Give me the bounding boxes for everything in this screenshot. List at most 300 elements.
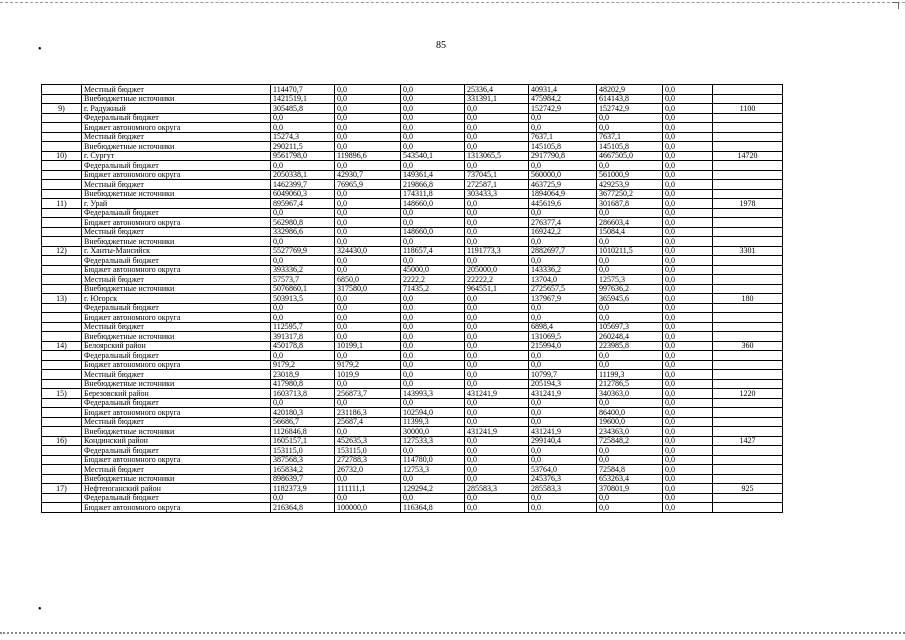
value-cell: 463725,9 (529, 180, 597, 190)
table-row (42, 142, 783, 152)
table-row (42, 322, 783, 332)
value-cell: 964551,1 (465, 284, 529, 294)
value-cell: 0,0 (465, 503, 529, 513)
row-number-cell (42, 332, 82, 342)
value-cell: 0,0 (465, 256, 529, 266)
value-cell: 216364,8 (271, 503, 335, 513)
value-cell: 0,0 (401, 294, 465, 304)
value-cell: 0,0 (663, 389, 713, 399)
value-cell: 9179,2 (335, 360, 401, 370)
value-cell: 0,0 (663, 170, 713, 180)
value-cell: 1605157,1 (271, 436, 335, 446)
capacity-cell (713, 360, 783, 370)
value-cell: 0,0 (401, 446, 465, 456)
value-cell: 305485,8 (271, 104, 335, 114)
row-number-cell: 9) (42, 104, 82, 114)
capacity-cell: 1427 (713, 436, 783, 446)
value-cell: 0,0 (335, 94, 401, 104)
capacity-cell (713, 427, 783, 437)
value-cell: 0,0 (465, 294, 529, 304)
value-cell: 7637,1 (529, 132, 597, 142)
value-cell: 6898,4 (529, 322, 597, 332)
value-cell: 10199,1 (335, 341, 401, 351)
value-cell: 1019,9 (335, 370, 401, 380)
value-cell: 86400,0 (597, 408, 663, 418)
table-row (42, 341, 783, 351)
value-cell: 0,0 (663, 123, 713, 133)
value-cell: 0,0 (597, 446, 663, 456)
value-cell: 0,0 (335, 132, 401, 142)
capacity-cell (713, 189, 783, 199)
table-row (42, 465, 783, 475)
value-cell: 0,0 (597, 237, 663, 247)
value-cell: 7637,1 (597, 132, 663, 142)
value-cell: 0,0 (663, 417, 713, 427)
value-cell: 317580,0 (335, 284, 401, 294)
value-cell: 0,0 (597, 161, 663, 171)
value-cell: 0,0 (401, 256, 465, 266)
value-cell: 285583,3 (465, 484, 529, 494)
row-label-cell: Внебюджетные источники (82, 284, 271, 294)
value-cell: 114780,0 (401, 455, 465, 465)
value-cell: 0,0 (271, 303, 335, 313)
value-cell: 0,0 (465, 474, 529, 484)
capacity-cell (713, 113, 783, 123)
value-cell: 420180,3 (271, 408, 335, 418)
value-cell: 0,0 (663, 408, 713, 418)
value-cell: 0,0 (401, 370, 465, 380)
value-cell: 0,0 (271, 256, 335, 266)
value-cell: 9179,2 (271, 360, 335, 370)
row-number-cell: 16) (42, 436, 82, 446)
row-number-cell (42, 398, 82, 408)
value-cell: 0,0 (271, 237, 335, 247)
table-row (42, 455, 783, 465)
value-cell: 324430,0 (335, 246, 401, 256)
table-row (42, 170, 783, 180)
value-cell: 72584,8 (597, 465, 663, 475)
value-cell: 286603,4 (597, 218, 663, 228)
value-cell: 153115,0 (335, 446, 401, 456)
capacity-cell (713, 408, 783, 418)
value-cell: 895967,4 (271, 199, 335, 209)
value-cell: 0,0 (271, 493, 335, 503)
table-row (42, 151, 783, 161)
table-row (42, 123, 783, 133)
row-label-cell: Внебюджетные источники (82, 474, 271, 484)
value-cell: 503913,5 (271, 294, 335, 304)
value-cell: 0,0 (401, 322, 465, 332)
value-cell: 137967,9 (529, 294, 597, 304)
row-label-cell: Федеральный бюджет (82, 256, 271, 266)
value-cell: 997636,2 (597, 284, 663, 294)
row-label-cell: Бюджет автономного округа (82, 360, 271, 370)
row-label-cell: Внебюджетные источники (82, 94, 271, 104)
value-cell: 0,0 (401, 85, 465, 95)
table-row (42, 332, 783, 342)
value-cell: 0,0 (529, 351, 597, 361)
row-label-cell: Местный бюджет (82, 227, 271, 237)
value-cell: 1010211,5 (597, 246, 663, 256)
capacity-cell (713, 161, 783, 171)
value-cell: 303433,3 (465, 189, 529, 199)
capacity-cell (713, 303, 783, 313)
value-cell: 0,0 (335, 142, 401, 152)
value-cell: 219866,8 (401, 180, 465, 190)
value-cell: 5527769,9 (271, 246, 335, 256)
row-number-cell (42, 189, 82, 199)
table-row (42, 132, 783, 142)
value-cell: 0,0 (597, 398, 663, 408)
capacity-cell (713, 465, 783, 475)
value-cell: 0,0 (663, 493, 713, 503)
row-label-cell: Внебюджетные источники (82, 427, 271, 437)
value-cell: 290211,5 (271, 142, 335, 152)
value-cell: 0,0 (335, 218, 401, 228)
row-label-cell: Местный бюджет (82, 465, 271, 475)
value-cell: 0,0 (401, 474, 465, 484)
table-row (42, 199, 783, 209)
table-row (42, 189, 783, 199)
value-cell: 119896,6 (335, 151, 401, 161)
value-cell: 0,0 (663, 208, 713, 218)
capacity-cell (713, 398, 783, 408)
value-cell: 0,0 (335, 427, 401, 437)
value-cell: 0,0 (663, 113, 713, 123)
value-cell: 417980,8 (271, 379, 335, 389)
row-label-cell: Местный бюджет (82, 275, 271, 285)
capacity-cell (713, 503, 783, 513)
value-cell: 0,0 (529, 493, 597, 503)
value-cell: 100000,0 (335, 503, 401, 513)
table-row (42, 417, 783, 427)
value-cell: 169242,2 (529, 227, 597, 237)
value-cell: 429253,9 (597, 180, 663, 190)
value-cell: 0,0 (465, 161, 529, 171)
value-cell: 0,0 (401, 379, 465, 389)
value-cell: 614143,8 (597, 94, 663, 104)
capacity-cell (713, 351, 783, 361)
value-cell: 145105,8 (597, 142, 663, 152)
table-row (42, 208, 783, 218)
row-label-cell: Бюджет автономного округа (82, 265, 271, 275)
value-cell: 6049060,3 (271, 189, 335, 199)
value-cell: 0,0 (597, 265, 663, 275)
value-cell: 45000,0 (401, 265, 465, 275)
value-cell: 56686,7 (271, 417, 335, 427)
value-cell: 0,0 (401, 208, 465, 218)
table-row (42, 493, 783, 503)
capacity-cell (713, 132, 783, 142)
row-label-cell: Бюджет автономного округа (82, 218, 271, 228)
value-cell: 2917790,8 (529, 151, 597, 161)
value-cell: 0,0 (529, 113, 597, 123)
value-cell: 0,0 (529, 398, 597, 408)
value-cell: 0,0 (663, 465, 713, 475)
value-cell: 387568,3 (271, 455, 335, 465)
table-row (42, 313, 783, 323)
table-row (42, 436, 783, 446)
value-cell: 0,0 (597, 313, 663, 323)
value-cell: 0,0 (529, 303, 597, 313)
row-label-cell: Бюджет автономного округа (82, 408, 271, 418)
value-cell: 0,0 (663, 218, 713, 228)
row-label-cell: Федеральный бюджет (82, 208, 271, 218)
table-row (42, 113, 783, 123)
margin-mark-top: • (38, 44, 42, 55)
table-row (42, 398, 783, 408)
value-cell: 215994,0 (529, 341, 597, 351)
value-cell: 13704,0 (529, 275, 597, 285)
table-row (42, 503, 783, 513)
value-cell: 0,0 (335, 85, 401, 95)
value-cell: 0,0 (597, 113, 663, 123)
value-cell: 0,0 (335, 474, 401, 484)
value-cell: 0,0 (663, 284, 713, 294)
value-cell: 431241,9 (465, 389, 529, 399)
capacity-cell (713, 379, 783, 389)
value-cell: 0,0 (335, 161, 401, 171)
row-number-cell (42, 313, 82, 323)
table-row (42, 379, 783, 389)
value-cell: 212786,5 (597, 379, 663, 389)
row-label-cell: Местный бюджет (82, 180, 271, 190)
value-cell: 0,0 (401, 341, 465, 351)
value-cell: 0,0 (465, 227, 529, 237)
table-row (42, 474, 783, 484)
value-cell: 272788,3 (335, 455, 401, 465)
value-cell: 53764,0 (529, 465, 597, 475)
value-cell: 0,0 (597, 503, 663, 513)
value-cell: 0,0 (663, 189, 713, 199)
table-row (42, 294, 783, 304)
value-cell: 42930,7 (335, 170, 401, 180)
row-label-cell: Внебюджетные источники (82, 379, 271, 389)
capacity-cell (713, 322, 783, 332)
value-cell: 15084,4 (597, 227, 663, 237)
value-cell: 0,0 (401, 104, 465, 114)
value-cell: 0,0 (663, 341, 713, 351)
value-cell: 0,0 (597, 351, 663, 361)
table-row (42, 360, 783, 370)
value-cell: 370801,9 (597, 484, 663, 494)
value-cell: 0,0 (335, 313, 401, 323)
value-cell: 1191773,3 (465, 246, 529, 256)
table-row (42, 85, 783, 95)
value-cell: 0,0 (271, 398, 335, 408)
capacity-cell (713, 493, 783, 503)
value-cell: 0,0 (663, 474, 713, 484)
row-number-cell (42, 170, 82, 180)
value-cell: 0,0 (401, 493, 465, 503)
row-number-cell (42, 360, 82, 370)
value-cell: 26732,0 (335, 465, 401, 475)
row-number-cell (42, 351, 82, 361)
value-cell: 2050338,1 (271, 170, 335, 180)
value-cell: 0,0 (663, 246, 713, 256)
value-cell: 0,0 (271, 161, 335, 171)
value-cell: 205000,0 (465, 265, 529, 275)
value-cell: 0,0 (465, 446, 529, 456)
row-label-cell: Внебюджетные источники (82, 189, 271, 199)
row-label-cell: Нефтеюганский район (82, 484, 271, 494)
row-label-cell: г. Урай (82, 199, 271, 209)
value-cell: 0,0 (663, 370, 713, 380)
value-cell: 0,0 (663, 94, 713, 104)
value-cell: 102594,0 (401, 408, 465, 418)
value-cell: 0,0 (663, 446, 713, 456)
row-number-cell (42, 370, 82, 380)
value-cell: 165834,2 (271, 465, 335, 475)
value-cell: 0,0 (529, 446, 597, 456)
capacity-cell (713, 265, 783, 275)
value-cell: 148660,0 (401, 227, 465, 237)
value-cell: 0,0 (335, 189, 401, 199)
value-cell: 223985,8 (597, 341, 663, 351)
value-cell: 0,0 (401, 313, 465, 323)
value-cell: 152742,9 (529, 104, 597, 114)
table-row (42, 484, 783, 494)
value-cell: 4667505,0 (597, 151, 663, 161)
value-cell: 365945,6 (597, 294, 663, 304)
value-cell: 245376,3 (529, 474, 597, 484)
row-number-cell (42, 208, 82, 218)
value-cell: 0,0 (663, 455, 713, 465)
row-number-cell (42, 465, 82, 475)
value-cell: 149361,4 (401, 170, 465, 180)
value-cell: 0,0 (663, 436, 713, 446)
row-label-cell: Федеральный бюджет (82, 303, 271, 313)
row-number-cell (42, 474, 82, 484)
value-cell: 0,0 (465, 104, 529, 114)
row-number-cell: 14) (42, 341, 82, 351)
value-cell: 0,0 (465, 322, 529, 332)
table-row (42, 446, 783, 456)
value-cell: 0,0 (663, 237, 713, 247)
value-cell: 0,0 (529, 503, 597, 513)
value-cell: 0,0 (465, 142, 529, 152)
value-cell: 450178,8 (271, 341, 335, 351)
table-row (42, 218, 783, 228)
row-number-cell (42, 322, 82, 332)
value-cell: 0,0 (663, 265, 713, 275)
table-row (42, 284, 783, 294)
value-cell: 0,0 (335, 237, 401, 247)
value-cell: 105697,3 (597, 322, 663, 332)
value-cell: 0,0 (663, 132, 713, 142)
row-label-cell: Бюджет автономного округа (82, 123, 271, 133)
value-cell: 0,0 (465, 408, 529, 418)
value-cell: 0,0 (465, 208, 529, 218)
capacity-cell (713, 227, 783, 237)
row-number-cell (42, 427, 82, 437)
value-cell: 0,0 (663, 142, 713, 152)
value-cell: 0,0 (663, 303, 713, 313)
value-cell: 0,0 (465, 436, 529, 446)
table-row (42, 265, 783, 275)
row-number-cell: 11) (42, 199, 82, 209)
value-cell: 0,0 (335, 294, 401, 304)
value-cell: 285583,3 (529, 484, 597, 494)
value-cell: 0,0 (465, 351, 529, 361)
capacity-cell (713, 170, 783, 180)
capacity-cell (713, 446, 783, 456)
value-cell: 0,0 (663, 398, 713, 408)
value-cell: 0,0 (465, 341, 529, 351)
value-cell: 0,0 (401, 303, 465, 313)
value-cell: 0,0 (465, 313, 529, 323)
value-cell: 6850,0 (335, 275, 401, 285)
value-cell: 0,0 (465, 332, 529, 342)
value-cell: 116364,8 (401, 503, 465, 513)
value-cell: 1421519,1 (271, 94, 335, 104)
value-cell: 0,0 (663, 313, 713, 323)
value-cell: 0,0 (465, 417, 529, 427)
row-label-cell: Федеральный бюджет (82, 351, 271, 361)
value-cell: 12575,3 (597, 275, 663, 285)
row-label-cell: Местный бюджет (82, 132, 271, 142)
row-label-cell: Федеральный бюджет (82, 161, 271, 171)
value-cell: 0,0 (529, 360, 597, 370)
value-cell: 391317,8 (271, 332, 335, 342)
value-cell: 560000,0 (529, 170, 597, 180)
table-row (42, 389, 783, 399)
row-number-cell (42, 94, 82, 104)
capacity-cell (713, 284, 783, 294)
capacity-cell (713, 474, 783, 484)
value-cell: 0,0 (597, 256, 663, 266)
value-cell: 0,0 (401, 142, 465, 152)
row-label-cell: Внебюджетные источники (82, 142, 271, 152)
capacity-cell (713, 313, 783, 323)
row-number-cell (42, 503, 82, 513)
value-cell: 0,0 (597, 493, 663, 503)
value-cell: 0,0 (401, 351, 465, 361)
value-cell: 0,0 (663, 503, 713, 513)
value-cell: 22222,2 (465, 275, 529, 285)
value-cell: 0,0 (401, 360, 465, 370)
row-label-cell: Местный бюджет (82, 370, 271, 380)
row-label-cell: Внебюджетные источники (82, 332, 271, 342)
value-cell: 112595,7 (271, 322, 335, 332)
value-cell: 0,0 (271, 123, 335, 133)
value-cell: 737045,1 (465, 170, 529, 180)
row-number-cell (42, 379, 82, 389)
value-cell: 23018,9 (271, 370, 335, 380)
value-cell: 256873,7 (335, 389, 401, 399)
value-cell: 0,0 (529, 237, 597, 247)
value-cell: 127533,3 (401, 436, 465, 446)
value-cell: 1603713,8 (271, 389, 335, 399)
value-cell: 0,0 (335, 104, 401, 114)
value-cell: 445619,6 (529, 199, 597, 209)
value-cell: 0,0 (271, 208, 335, 218)
row-number-cell (42, 161, 82, 171)
value-cell: 0,0 (663, 427, 713, 437)
value-cell: 19600,0 (597, 417, 663, 427)
table-row (42, 161, 783, 171)
value-cell: 0,0 (465, 123, 529, 133)
value-cell: 0,0 (271, 113, 335, 123)
capacity-cell (713, 455, 783, 465)
margin-mark-bottom: • (38, 604, 42, 615)
value-cell: 0,0 (335, 332, 401, 342)
row-label-cell: Березовский район (82, 389, 271, 399)
row-number-cell (42, 218, 82, 228)
value-cell: 561000,9 (597, 170, 663, 180)
value-cell: 0,0 (663, 151, 713, 161)
capacity-cell (713, 218, 783, 228)
